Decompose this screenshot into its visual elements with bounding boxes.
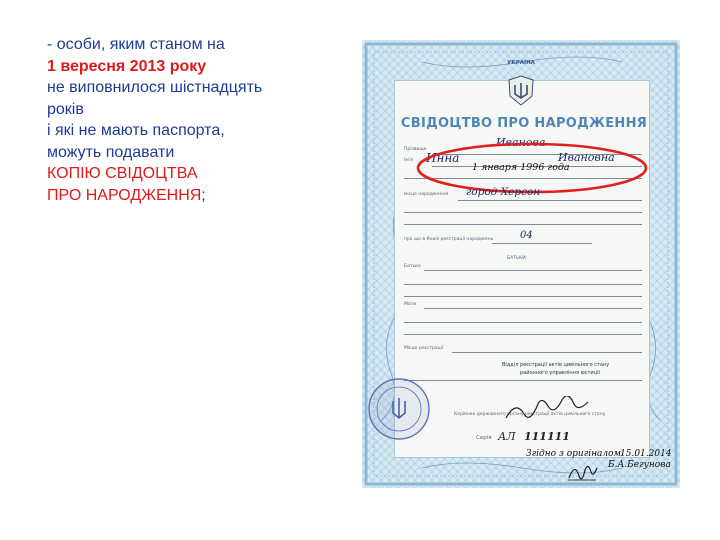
label-registration-place: Місце реєстрації xyxy=(404,346,444,351)
label-birth-place: місце народження xyxy=(404,192,449,197)
text-line-5: і які не мають паспорта, xyxy=(47,122,225,139)
text-line-document: КОПІЮ СВІДОЦТВА xyxy=(47,165,198,182)
label-mother: Мати xyxy=(404,302,417,307)
copy-note: Згідно з оригіналом xyxy=(526,449,622,459)
issue-date: 15.01.2014 xyxy=(620,449,672,459)
registration-line xyxy=(452,352,642,353)
justice-office-label: районного управління юстиції xyxy=(520,370,600,376)
birth-place-line xyxy=(458,200,642,201)
blank-line xyxy=(404,322,642,323)
birth-date-value: 1 января 1996 года xyxy=(472,162,570,173)
blank-line xyxy=(404,334,642,335)
series-value: АЛ xyxy=(498,430,516,443)
text-line-punct: ; xyxy=(201,186,206,204)
first-name-value: Инна xyxy=(426,151,460,165)
label-parents: БАТЬКИ: xyxy=(507,256,528,261)
father-line xyxy=(424,270,642,271)
certificate-number: 111111 xyxy=(524,430,570,443)
record-number-value: 04 xyxy=(520,230,533,241)
signer-name: Б.А.Бегунова xyxy=(608,460,671,470)
official-seal-icon xyxy=(366,376,432,442)
text-line-3: не виповнилося шістнадцять xyxy=(47,79,263,96)
blank-line xyxy=(404,284,642,285)
mother-line xyxy=(424,308,642,309)
patronymic-value: Ивановна xyxy=(558,151,615,164)
text-line-date: 1 вересня 2013 року xyxy=(47,57,207,75)
blank-line xyxy=(404,296,642,297)
birth-place-value: город Херсон xyxy=(466,186,541,198)
signature-icon xyxy=(502,396,592,426)
label-seal-note: Керівник державного органу реєстрації актів цивільного стану xyxy=(454,412,606,417)
blank-line xyxy=(404,212,642,213)
trident-emblem-icon xyxy=(506,74,536,106)
blank-line xyxy=(404,224,642,225)
label-record: про що в Книзі реєстрації народжень xyxy=(404,237,494,242)
birth-certificate-image xyxy=(362,40,680,488)
country-label: УКРАЇНА xyxy=(507,60,535,66)
series-label: Серія xyxy=(476,435,492,441)
record-line xyxy=(492,243,592,244)
text-line-8 xyxy=(47,185,347,207)
surname-value: Иванова xyxy=(496,136,546,149)
label-name: Ім'я xyxy=(404,158,413,163)
text-line-document-2: ПРО НАРОДЖЕННЯ xyxy=(47,186,202,204)
certificate-title: СВІДОЦТВО ПРО НАРОДЖЕННЯ xyxy=(400,116,648,131)
slide-text xyxy=(47,34,347,206)
text-line-1: - особи, яким станом на xyxy=(47,36,225,53)
label-father: Батько xyxy=(404,264,421,269)
copy-signature-icon xyxy=(566,458,600,484)
label-surname: Прізвище xyxy=(404,147,427,152)
record-office-label: Відділ реєстрації актів цивільного стану xyxy=(502,362,610,368)
text-line-4: років xyxy=(47,100,84,118)
text-line-6: можуть подавати xyxy=(47,143,175,161)
blank-line xyxy=(404,380,642,381)
